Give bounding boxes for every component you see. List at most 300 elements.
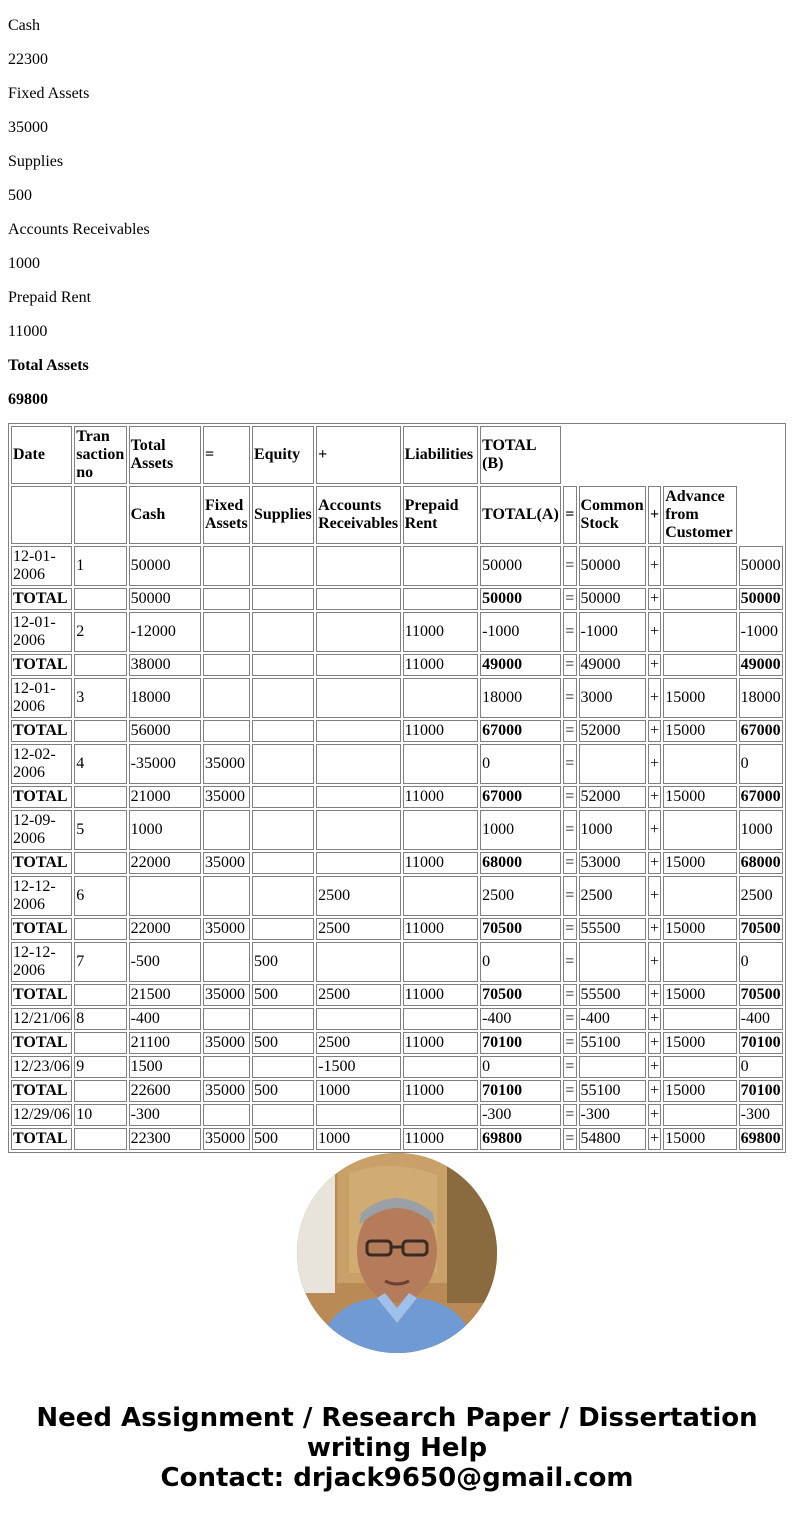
total-cell: 49000 (480, 654, 561, 676)
total-cell (74, 1128, 126, 1150)
transaction-cell: 12-01-2006 (11, 678, 72, 718)
transaction-cell (203, 1056, 250, 1078)
author-photo-image (297, 1153, 497, 1353)
total-cell: 500 (252, 1128, 314, 1150)
total-cell: 11000 (403, 786, 478, 808)
transaction-cell: -400 (739, 1008, 783, 1030)
transaction-cell: 18000 (739, 678, 783, 718)
total-cell: 50000 (480, 588, 561, 610)
total-row (11, 984, 783, 1006)
total-cell: 15000 (663, 1080, 736, 1102)
total-assets-value: 69800 (8, 391, 48, 408)
footer-contact: Contact: drjack9650@gmail.com (160, 1463, 634, 1493)
transaction-cell: -12000 (129, 612, 201, 652)
total-cell (316, 654, 400, 676)
total-cell (316, 852, 400, 874)
transaction-cell: 1500 (129, 1056, 201, 1078)
transaction-cell (252, 1056, 314, 1078)
total-cell: 67000 (480, 786, 561, 808)
transaction-cell (203, 1008, 250, 1030)
transaction-cell: 50000 (739, 546, 783, 586)
total-cell: TOTAL (11, 720, 72, 742)
transaction-cell: + (648, 546, 661, 586)
transaction-cell: 10 (74, 1104, 126, 1126)
total-cell: 55500 (579, 984, 647, 1006)
total-cell: 67000 (739, 786, 783, 808)
header-fixed-assets: Fixed Assets (203, 486, 250, 544)
total-cell: 70500 (480, 984, 561, 1006)
total-cell: = (563, 1080, 576, 1102)
transaction-cell: 4 (74, 744, 126, 784)
total-cell: + (648, 786, 661, 808)
transaction-cell: -400 (129, 1008, 201, 1030)
total-cell: TOTAL (11, 588, 72, 610)
transaction-cell (579, 1056, 647, 1078)
summary-label-supplies: Supplies (8, 153, 64, 170)
transaction-cell: 2 (74, 612, 126, 652)
transaction-cell: -400 (480, 1008, 561, 1030)
transaction-cell (403, 1008, 478, 1030)
total-cell: 11000 (403, 852, 478, 874)
total-cell: 50000 (129, 588, 201, 610)
transaction-cell: -500 (129, 942, 201, 982)
total-row (11, 654, 783, 676)
transaction-cell: + (648, 1008, 661, 1030)
total-cell (316, 786, 400, 808)
transaction-cell (403, 810, 478, 850)
accounting-equation-table (8, 423, 786, 1153)
transaction-cell: 2500 (579, 876, 647, 916)
total-cell: TOTAL (11, 918, 72, 940)
header-date: Date (11, 426, 72, 484)
transaction-row (11, 546, 783, 586)
total-cell (203, 654, 250, 676)
transaction-cell: 1000 (579, 810, 647, 850)
transaction-cell (252, 612, 314, 652)
transaction-cell: = (563, 678, 576, 718)
total-cell: 49000 (579, 654, 647, 676)
transaction-cell: 50000 (579, 546, 647, 586)
total-cell: 15000 (663, 1032, 736, 1054)
transaction-cell: -1000 (579, 612, 647, 652)
total-cell (74, 786, 126, 808)
transaction-cell: 2500 (480, 876, 561, 916)
total-cell: 2500 (316, 984, 400, 1006)
summary-value-prepaid-rent: 11000 (8, 323, 48, 340)
transaction-cell: 18000 (480, 678, 561, 718)
transaction-cell: 1000 (739, 810, 783, 850)
total-cell: 35000 (203, 1032, 250, 1054)
transaction-cell: 12-02-2006 (11, 744, 72, 784)
total-cell: 70100 (739, 1032, 783, 1054)
total-cell: + (648, 1032, 661, 1054)
transaction-cell: + (648, 942, 661, 982)
transaction-cell: 0 (480, 942, 561, 982)
header2-plus: + (648, 486, 661, 544)
transaction-cell: 1000 (480, 810, 561, 850)
transaction-cell: = (563, 546, 576, 586)
total-cell: 35000 (203, 1128, 250, 1150)
transaction-row (11, 942, 783, 982)
total-cell: 11000 (403, 1080, 478, 1102)
summary-value-supplies: 500 (8, 187, 32, 204)
transaction-cell (252, 810, 314, 850)
transaction-cell (316, 546, 400, 586)
total-cell: 11000 (403, 720, 478, 742)
total-cell: 1000 (316, 1080, 400, 1102)
header-advance-from-customer: Advance from Customer (663, 486, 736, 544)
total-cell: + (648, 654, 661, 676)
total-cell (252, 852, 314, 874)
total-cell: 35000 (203, 786, 250, 808)
header-plus: + (316, 426, 400, 484)
header-row-1 (11, 426, 783, 484)
total-cell: 1000 (316, 1128, 400, 1150)
transaction-cell (203, 612, 250, 652)
transaction-cell: 12/21/06 (11, 1008, 72, 1030)
transaction-cell (316, 1104, 400, 1126)
summary-label-accounts-receivables: Accounts Receivables (8, 221, 150, 238)
total-cell: TOTAL (11, 984, 72, 1006)
transaction-cell: 12/23/06 (11, 1056, 72, 1078)
total-cell: TOTAL (11, 1128, 72, 1150)
transaction-cell: 3 (74, 678, 126, 718)
total-cell: = (563, 1128, 576, 1150)
total-cell (74, 1080, 126, 1102)
transaction-cell: 2500 (316, 876, 400, 916)
total-cell: 70100 (739, 1080, 783, 1102)
header-liabilities: Liabilities (403, 426, 478, 484)
total-cell: 22000 (129, 918, 201, 940)
transaction-cell: + (648, 1056, 661, 1078)
header-equals: = (203, 426, 250, 484)
total-assets-label: Total Assets (8, 357, 89, 374)
transaction-cell: + (648, 876, 661, 916)
summary-label-fixed-assets: Fixed Assets (8, 85, 90, 102)
total-cell: TOTAL (11, 654, 72, 676)
total-cell: = (563, 588, 576, 610)
transaction-cell: 0 (480, 744, 561, 784)
transaction-cell: 12-01-2006 (11, 612, 72, 652)
total-cell: 70100 (480, 1080, 561, 1102)
total-cell: 67000 (739, 720, 783, 742)
transaction-cell (203, 810, 250, 850)
total-cell: + (648, 588, 661, 610)
transaction-cell (129, 876, 201, 916)
header2-equals: = (563, 486, 576, 544)
total-row (11, 720, 783, 742)
total-cell: 50000 (739, 588, 783, 610)
transaction-cell: 3000 (579, 678, 647, 718)
transaction-cell: = (563, 876, 576, 916)
total-cell: = (563, 984, 576, 1006)
total-cell: 21100 (129, 1032, 201, 1054)
total-cell: 35000 (203, 852, 250, 874)
total-cell: 22300 (129, 1128, 201, 1150)
transaction-cell (403, 1104, 478, 1126)
header2-blank-date (11, 486, 72, 544)
total-cell (316, 720, 400, 742)
transaction-cell (663, 744, 736, 784)
transaction-cell (663, 546, 736, 586)
transaction-cell (203, 876, 250, 916)
total-row (11, 918, 783, 940)
transaction-cell: + (648, 612, 661, 652)
transaction-cell: 18000 (129, 678, 201, 718)
transaction-cell: 0 (739, 744, 783, 784)
header-total-b: TOTAL (B) (480, 426, 561, 484)
transaction-cell (316, 744, 400, 784)
total-cell: 11000 (403, 654, 478, 676)
transaction-cell: = (563, 810, 576, 850)
total-cell: = (563, 720, 576, 742)
total-cell: + (648, 852, 661, 874)
transaction-cell (252, 678, 314, 718)
transaction-cell: 11000 (403, 612, 478, 652)
transaction-cell (203, 1104, 250, 1126)
transaction-cell: = (563, 942, 576, 982)
transaction-cell (663, 810, 736, 850)
transaction-cell: -300 (739, 1104, 783, 1126)
transaction-row (11, 810, 783, 850)
total-cell: 52000 (579, 786, 647, 808)
transaction-cell: -300 (579, 1104, 647, 1126)
transaction-cell (316, 810, 400, 850)
total-cell: 11000 (403, 1128, 478, 1150)
transaction-cell: 5 (74, 810, 126, 850)
header-accounts-receivables: Accounts Receivables (316, 486, 400, 544)
total-cell: 54800 (579, 1128, 647, 1150)
header2-blank-no (74, 486, 126, 544)
total-cell (316, 588, 400, 610)
transaction-cell: 7 (74, 942, 126, 982)
total-cell: 35000 (203, 984, 250, 1006)
transaction-row (11, 744, 783, 784)
total-cell (203, 720, 250, 742)
header-supplies: Supplies (252, 486, 314, 544)
total-cell: 15000 (663, 1128, 736, 1150)
summary-heading (8, 0, 786, 1)
total-cell: 56000 (129, 720, 201, 742)
footer-line-1: Need Assignment / Research Paper / Dissertation (36, 1403, 758, 1433)
total-cell: 70500 (739, 918, 783, 940)
transaction-cell: 9 (74, 1056, 126, 1078)
total-cell (74, 588, 126, 610)
total-cell (74, 918, 126, 940)
transaction-row (11, 876, 783, 916)
transaction-cell (579, 942, 647, 982)
total-cell: 69800 (480, 1128, 561, 1150)
total-cell: 22600 (129, 1080, 201, 1102)
total-cell: 15000 (663, 918, 736, 940)
total-cell: = (563, 852, 576, 874)
total-cell (403, 588, 478, 610)
header-total-a: TOTAL(A) (480, 486, 561, 544)
transaction-cell: = (563, 1104, 576, 1126)
transaction-cell (403, 942, 478, 982)
total-cell: TOTAL (11, 1032, 72, 1054)
total-cell: 21000 (129, 786, 201, 808)
total-cell: = (563, 786, 576, 808)
transaction-cell: 12/29/06 (11, 1104, 72, 1126)
total-cell: + (648, 1080, 661, 1102)
transaction-row (11, 1056, 783, 1078)
total-cell (74, 852, 126, 874)
total-cell: 38000 (129, 654, 201, 676)
transaction-cell (203, 546, 250, 586)
total-cell: 52000 (579, 720, 647, 742)
total-cell (74, 720, 126, 742)
total-cell: 49000 (739, 654, 783, 676)
transaction-cell: 12-12-2006 (11, 876, 72, 916)
header-total-assets: Total Assets (129, 426, 201, 484)
header-common-stock: Common Stock (579, 486, 647, 544)
transaction-cell (403, 744, 478, 784)
total-cell (252, 588, 314, 610)
transaction-cell: + (648, 1104, 661, 1126)
total-cell: TOTAL (11, 786, 72, 808)
transaction-cell: 500 (252, 942, 314, 982)
transaction-cell: = (563, 744, 576, 784)
total-cell: 22000 (129, 852, 201, 874)
transaction-cell: = (563, 1056, 576, 1078)
summary-value-fixed-assets: 35000 (8, 119, 48, 136)
transaction-cell (316, 942, 400, 982)
transaction-cell (316, 1008, 400, 1030)
summary-value-accounts-receivables: 1000 (8, 255, 40, 272)
transaction-cell: -1500 (316, 1056, 400, 1078)
transaction-cell (663, 876, 736, 916)
total-cell: + (648, 984, 661, 1006)
transaction-cell: 6 (74, 876, 126, 916)
summary-label-cash: Cash (8, 17, 40, 34)
transaction-row (11, 678, 783, 718)
total-cell: 68000 (739, 852, 783, 874)
transaction-cell: 12-01-2006 (11, 546, 72, 586)
author-photo (297, 1153, 497, 1353)
transaction-cell: 50000 (129, 546, 201, 586)
total-cell: 500 (252, 1080, 314, 1102)
total-cell: 53000 (579, 852, 647, 874)
transaction-cell: 0 (739, 1056, 783, 1078)
total-cell: 50000 (579, 588, 647, 610)
total-cell: 2500 (316, 918, 400, 940)
header-equity: Equity (252, 426, 314, 484)
total-row (11, 786, 783, 808)
total-cell (252, 786, 314, 808)
total-cell: TOTAL (11, 852, 72, 874)
transaction-cell: 12-09-2006 (11, 810, 72, 850)
transaction-cell (403, 678, 478, 718)
total-cell: + (648, 918, 661, 940)
total-cell (663, 588, 736, 610)
total-cell: = (563, 654, 576, 676)
total-cell: 35000 (203, 918, 250, 940)
footer-banner (0, 1403, 794, 1493)
total-cell (663, 654, 736, 676)
transaction-cell (252, 1008, 314, 1030)
transaction-cell: = (563, 1008, 576, 1030)
transaction-cell: + (648, 678, 661, 718)
transaction-cell: -400 (579, 1008, 647, 1030)
transaction-cell: -35000 (129, 744, 201, 784)
total-cell: TOTAL (11, 1080, 72, 1102)
transaction-cell (663, 1104, 736, 1126)
summary-label-prepaid-rent: Prepaid Rent (8, 289, 92, 306)
transaction-cell: 12-12-2006 (11, 942, 72, 982)
header-prepaid-rent: Prepaid Rent (403, 486, 478, 544)
transaction-cell (403, 876, 478, 916)
total-cell (74, 984, 126, 1006)
transaction-cell (663, 1008, 736, 1030)
total-row (11, 588, 783, 610)
document-content (8, 0, 786, 1153)
transaction-cell: -1000 (480, 612, 561, 652)
transaction-cell (316, 678, 400, 718)
total-row (11, 1032, 783, 1054)
transaction-cell (663, 942, 736, 982)
transaction-cell (579, 744, 647, 784)
total-cell: 15000 (663, 720, 736, 742)
header-cash: Cash (129, 486, 201, 544)
transaction-row (11, 612, 783, 652)
total-cell: 35000 (203, 1080, 250, 1102)
total-row (11, 1128, 783, 1150)
header-row-2 (11, 486, 783, 544)
transaction-cell: 2500 (739, 876, 783, 916)
total-cell: 55100 (579, 1032, 647, 1054)
total-cell (252, 918, 314, 940)
total-cell: 500 (252, 1032, 314, 1054)
total-cell: 70100 (480, 1032, 561, 1054)
transaction-cell: -300 (129, 1104, 201, 1126)
transaction-cell: -300 (480, 1104, 561, 1126)
transaction-cell: + (648, 810, 661, 850)
total-cell: 11000 (403, 1032, 478, 1054)
transaction-cell: 1 (74, 546, 126, 586)
total-cell: 70500 (739, 984, 783, 1006)
total-cell: = (563, 918, 576, 940)
transaction-cell (203, 678, 250, 718)
transaction-cell (203, 942, 250, 982)
total-cell: 15000 (663, 984, 736, 1006)
transaction-row (11, 1008, 783, 1030)
total-row (11, 852, 783, 874)
transaction-cell (252, 1104, 314, 1126)
transaction-cell (403, 1056, 478, 1078)
total-cell: + (648, 720, 661, 742)
total-cell: = (563, 1032, 576, 1054)
total-cell: 55100 (579, 1080, 647, 1102)
transaction-cell: -1000 (739, 612, 783, 652)
total-cell: 11000 (403, 918, 478, 940)
total-cell (252, 720, 314, 742)
total-cell: 2500 (316, 1032, 400, 1054)
transaction-cell: 1000 (129, 810, 201, 850)
transaction-cell: + (648, 744, 661, 784)
total-cell: 500 (252, 984, 314, 1006)
transaction-cell: 35000 (203, 744, 250, 784)
total-cell: 11000 (403, 984, 478, 1006)
header-transaction-no: Tran saction no (74, 426, 126, 484)
transaction-cell (252, 744, 314, 784)
total-cell: 55500 (579, 918, 647, 940)
total-cell: 67000 (480, 720, 561, 742)
transaction-cell: 15000 (663, 678, 736, 718)
transaction-cell: 0 (739, 942, 783, 982)
transaction-row (11, 1104, 783, 1126)
total-cell: 69800 (739, 1128, 783, 1150)
